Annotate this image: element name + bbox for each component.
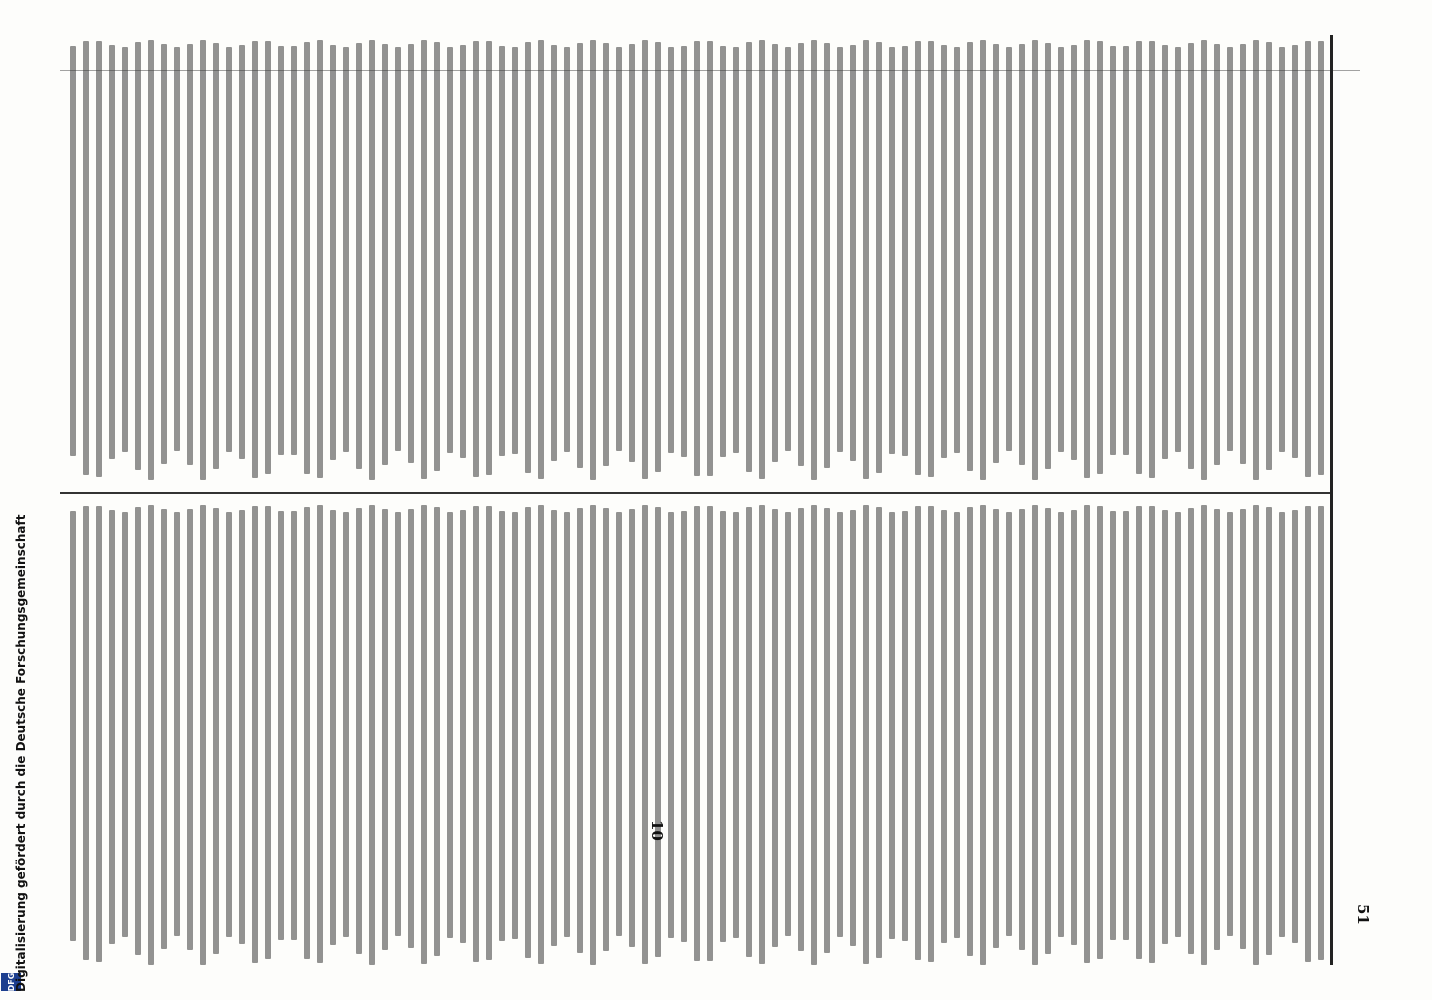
text-placeholder-line [486, 506, 492, 960]
dfg-logo: DFG [1, 973, 21, 991]
text-placeholder-line [1123, 511, 1129, 940]
text-placeholder-line [967, 507, 973, 955]
text-placeholder-line [785, 512, 791, 936]
text-placeholder-line [1136, 41, 1142, 474]
text-placeholder-line [161, 509, 167, 949]
text-placeholder-line [1058, 47, 1064, 452]
text-placeholder-line [304, 507, 310, 959]
text-placeholder-line [603, 43, 609, 466]
text-placeholder-line [1071, 45, 1077, 460]
text-placeholder-line [174, 512, 180, 936]
text-placeholder-line [1305, 41, 1311, 478]
text-placeholder-line [83, 41, 89, 475]
text-placeholder-line [798, 508, 804, 951]
text-placeholder-line [1292, 510, 1298, 943]
text-placeholder-line [759, 40, 765, 479]
text-placeholder-line [148, 505, 154, 965]
text-placeholder-line [174, 47, 180, 451]
text-placeholder-line [408, 44, 414, 463]
text-placeholder-line [317, 505, 323, 963]
page-number-top: 51 [1354, 904, 1372, 925]
text-placeholder-line [1175, 512, 1181, 937]
text-placeholder-line [1318, 506, 1324, 960]
text-placeholder-line [369, 40, 375, 480]
text-placeholder-line [616, 512, 622, 936]
text-placeholder-line [733, 47, 739, 454]
text-placeholder-line [954, 512, 960, 938]
text-placeholder-line [200, 505, 206, 965]
text-placeholder-line [1045, 43, 1051, 469]
text-placeholder-line [1318, 41, 1324, 475]
text-placeholder-line [382, 509, 388, 950]
text-placeholder-line [525, 42, 531, 473]
text-placeholder-line [1201, 505, 1207, 965]
text-placeholder-line [70, 46, 76, 456]
text-placeholder-line [213, 43, 219, 470]
text-placeholder-line [772, 509, 778, 947]
text-placeholder-line [850, 510, 856, 946]
text-placeholder-line [824, 43, 830, 468]
text-placeholder-line [902, 511, 908, 941]
text-placeholder-line [1227, 512, 1233, 936]
text-placeholder-line [1188, 43, 1194, 470]
text-placeholder-line [460, 45, 466, 458]
text-placeholder-line [629, 44, 635, 462]
text-placeholder-line [993, 509, 999, 948]
text-placeholder-line [993, 44, 999, 463]
text-placeholder-line [1110, 46, 1116, 454]
text-placeholder-line [187, 44, 193, 465]
text-placeholder-line [239, 45, 245, 459]
text-placeholder-line [577, 43, 583, 467]
text-placeholder-line [83, 506, 89, 960]
text-placeholder-line [889, 512, 895, 939]
text-placeholder-line [135, 42, 141, 470]
text-placeholder-line [226, 47, 232, 452]
header-rule [1330, 35, 1333, 965]
text-placeholder-line [1071, 510, 1077, 945]
text-placeholder-line [109, 45, 115, 458]
text-placeholder-line [681, 511, 687, 942]
text-placeholder-line [1097, 41, 1103, 474]
text-placeholder-line [642, 40, 648, 479]
text-placeholder-line [265, 506, 271, 959]
text-placeholder-line [1253, 40, 1259, 480]
text-placeholder-line [772, 44, 778, 462]
text-placeholder-line [421, 505, 427, 964]
text-placeholder-line [590, 40, 596, 480]
text-placeholder-line [1214, 509, 1220, 950]
text-placeholder-line [681, 46, 687, 457]
text-placeholder-line [785, 47, 791, 451]
text-placeholder-line [603, 508, 609, 951]
text-placeholder-line [200, 40, 206, 480]
text-placeholder-line [694, 506, 700, 961]
text-placeholder-line [135, 507, 141, 955]
text-placeholder-line [1175, 47, 1181, 452]
text-placeholder-line [317, 40, 323, 478]
text-placeholder-line [1058, 512, 1064, 937]
text-placeholder-line [798, 43, 804, 466]
text-placeholder-line [395, 47, 401, 451]
text-placeholder-line [759, 505, 765, 964]
text-placeholder-line [96, 506, 102, 963]
text-placeholder-line [473, 506, 479, 962]
text-placeholder-line [70, 511, 76, 941]
text-placeholder-line [720, 511, 726, 942]
text-placeholder-line [1084, 505, 1090, 963]
text-placeholder-line [746, 42, 752, 472]
text-placeholder-line [980, 40, 986, 479]
text-placeholder-line [863, 505, 869, 963]
text-placeholder-line [915, 41, 921, 475]
text-placeholder-line [655, 507, 661, 957]
text-placeholder-line [629, 509, 635, 947]
text-placeholder-line [811, 40, 817, 480]
text-placeholder-line [928, 41, 934, 477]
text-placeholder-line [837, 512, 843, 937]
text-placeholder-line [980, 505, 986, 964]
text-placeholder-line [915, 506, 921, 960]
text-placeholder-line [668, 47, 674, 454]
text-placeholder-line [369, 505, 375, 965]
text-placeholder-line [733, 512, 739, 939]
text-placeholder-line [278, 46, 284, 455]
text-placeholder-line [1123, 46, 1129, 455]
text-placeholder-line [382, 44, 388, 465]
text-placeholder-line [1279, 47, 1285, 453]
text-placeholder-line [161, 44, 167, 464]
text-placeholder-line [343, 47, 349, 452]
text-placeholder-line [889, 47, 895, 454]
text-placeholder-line [265, 41, 271, 474]
text-placeholder-line [343, 512, 349, 937]
text-placeholder-line [811, 505, 817, 965]
text-placeholder-line [707, 506, 713, 961]
text-placeholder-line [824, 508, 830, 953]
text-placeholder-line [655, 42, 661, 472]
text-placeholder-line [187, 509, 193, 950]
text-placeholder-line [1110, 511, 1116, 939]
text-placeholder-line [850, 45, 856, 461]
text-placeholder-line [1305, 506, 1311, 963]
text-placeholder-line [1240, 44, 1246, 464]
text-placeholder-line [746, 507, 752, 957]
text-placeholder-line [941, 510, 947, 943]
text-placeholder-line [954, 47, 960, 453]
text-placeholder-line [707, 41, 713, 476]
text-placeholder-line [460, 510, 466, 943]
text-placeholder-line [668, 512, 674, 939]
text-placeholder-line [1032, 40, 1038, 480]
text-placeholder-line [96, 41, 102, 478]
text-placeholder-line [525, 507, 531, 958]
text-placeholder-line [473, 41, 479, 477]
text-placeholder-line [1266, 42, 1272, 470]
text-placeholder-line [434, 507, 440, 955]
text-placeholder-line [941, 45, 947, 458]
text-placeholder-line [1253, 505, 1259, 965]
text-placeholder-line [434, 42, 440, 470]
text-placeholder-line [1019, 44, 1025, 465]
text-placeholder-line [109, 510, 115, 943]
text-placeholder-line [863, 40, 869, 478]
text-placeholder-line [577, 508, 583, 952]
text-placeholder-line [512, 47, 518, 454]
text-placeholder-line [720, 46, 726, 457]
column-divider [60, 492, 1330, 494]
text-placeholder-line [1227, 47, 1233, 451]
page-number-bottom: 10 [648, 820, 666, 841]
text-placeholder-line [395, 512, 401, 936]
text-placeholder-line [538, 40, 544, 478]
text-placeholder-line [1136, 506, 1142, 959]
text-placeholder-line [551, 510, 557, 946]
text-placeholder-line [1006, 47, 1012, 451]
text-placeholder-line [1292, 45, 1298, 458]
text-placeholder-line [486, 41, 492, 475]
text-placeholder-line [499, 46, 505, 456]
text-placeholder-line [1240, 509, 1246, 949]
text-placeholder-line [356, 508, 362, 954]
text-placeholder-line [148, 40, 154, 480]
text-placeholder-line [1266, 507, 1272, 955]
text-placeholder-line [1162, 510, 1168, 944]
text-placeholder-line [122, 512, 128, 938]
text-placeholder-line [1149, 506, 1155, 963]
text-placeholder-line [226, 512, 232, 937]
text-placeholder-line [1084, 40, 1090, 478]
text-placeholder-line [551, 45, 557, 461]
text-placeholder-line [304, 42, 310, 474]
text-placeholder-line [876, 42, 882, 473]
text-placeholder-line [252, 41, 258, 478]
text-placeholder-line [694, 41, 700, 476]
text-placeholder-line [447, 47, 453, 453]
text-placeholder-line [967, 42, 973, 470]
text-placeholder-line [642, 505, 648, 964]
text-placeholder-line [564, 47, 570, 451]
text-placeholder-line [213, 508, 219, 955]
text-placeholder-line [252, 506, 258, 963]
text-placeholder-line [408, 509, 414, 948]
text-placeholder-line [538, 505, 544, 963]
text-placeholder-line [1045, 508, 1051, 954]
text-placeholder-line [564, 512, 570, 936]
text-placeholder-line [1032, 505, 1038, 965]
text-placeholder-line [837, 47, 843, 452]
text-placeholder-line [512, 512, 518, 939]
text-placeholder-line [356, 43, 362, 469]
text-placeholder-line [876, 507, 882, 958]
text-placeholder-line [291, 46, 297, 454]
text-placeholder-line [1188, 508, 1194, 955]
text-placeholder-line [499, 511, 505, 941]
text-placeholder-line [616, 47, 622, 451]
text-placeholder-line [1201, 40, 1207, 480]
text-placeholder-line [421, 40, 427, 479]
text-placeholder-line [447, 512, 453, 938]
text-placeholder-line [1149, 41, 1155, 478]
text-placeholder-line [1162, 45, 1168, 459]
digitization-credit: Digitalisierung gefördert durch die Deutsche Forschungsgemeinschaft [14, 514, 28, 992]
text-placeholder-line [239, 510, 245, 944]
text-placeholder-line [590, 505, 596, 965]
text-placeholder-line [1006, 512, 1012, 936]
text-placeholder-line [122, 47, 128, 453]
text-placeholder-line [1279, 512, 1285, 938]
text-placeholder-line [1019, 509, 1025, 950]
text-placeholder-line [928, 506, 934, 962]
text-placeholder-line [291, 511, 297, 939]
text-placeholder-line [1097, 506, 1103, 959]
text-placeholder-line [1214, 44, 1220, 465]
text-placeholder-line [902, 46, 908, 456]
text-placeholder-line [278, 511, 284, 940]
text-placeholder-line [330, 510, 336, 945]
text-placeholder-line [330, 45, 336, 460]
